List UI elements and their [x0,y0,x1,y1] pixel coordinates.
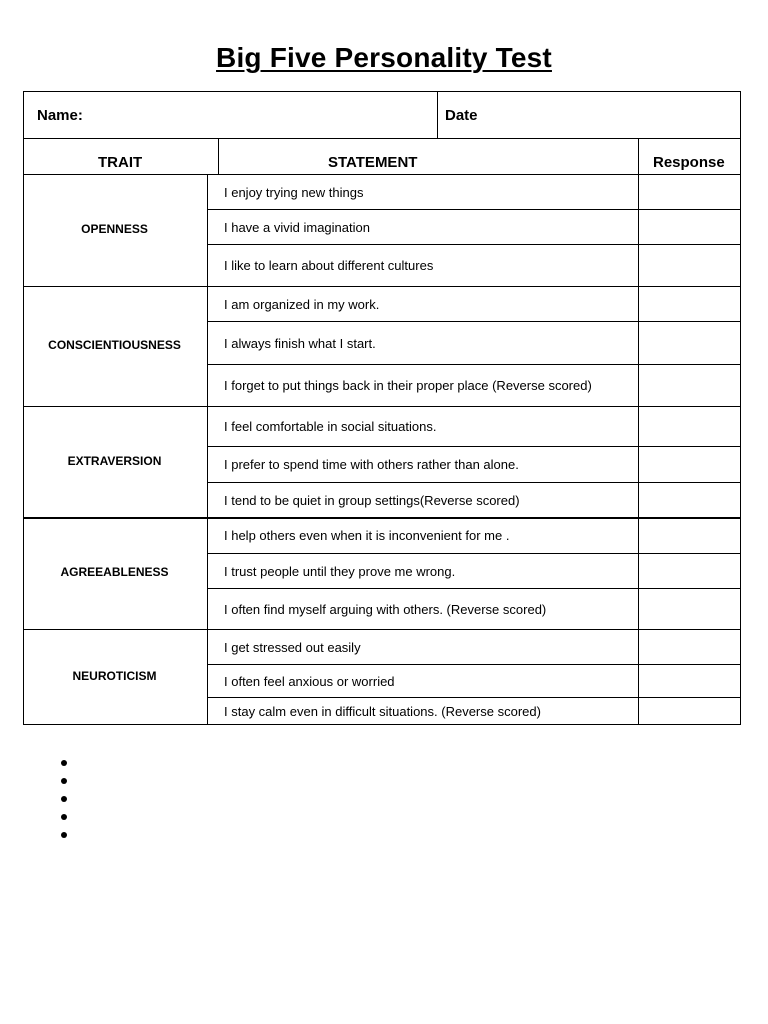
row-divider [207,553,741,554]
statement-text: I stay calm even in difficult situations. (Reverse scored) [224,704,541,719]
statement-text: I forget to put things back in their proper place (Reverse scored) [224,378,592,393]
page-title: Big Five Personality Test [216,42,552,73]
statement-text: I often find myself arguing with others. (Reverse scored) [224,601,547,617]
response-cell[interactable] [640,519,739,551]
date-label: Date [445,107,478,124]
response-cell[interactable] [640,590,739,627]
response-cell[interactable] [640,666,739,695]
response-cell[interactable] [640,699,739,723]
name-label: Name: [37,107,83,124]
row-divider [207,664,741,665]
column-header-response: Response [653,154,725,171]
row-divider [207,446,741,447]
response-cell[interactable] [640,555,739,586]
trait-label: NEUROTICISM [72,669,157,683]
row-divider [207,697,741,698]
date-field[interactable] [486,96,736,134]
response-cell[interactable] [640,176,739,207]
trait-label: OPENNESS [81,222,148,236]
trait-label: CONSCIENTIOUSNESS [48,338,181,352]
name-date-divider [437,91,438,138]
row-divider [207,364,741,365]
response-cell[interactable] [640,408,739,444]
statement-text: I often feel anxious or worried [224,673,395,689]
response-cell[interactable] [640,288,739,319]
statement-text: I have a vivid imagination [224,219,370,235]
trait-divider [23,629,741,630]
statement-text: I always finish what I start. [224,335,376,351]
response-cell[interactable] [640,484,739,515]
response-cell[interactable] [640,246,739,284]
row-divider [207,588,741,589]
response-cell[interactable] [640,211,739,242]
column-header-trait: TRAIT [98,154,143,171]
name-field[interactable] [92,96,432,134]
trait-col-divider [207,174,208,725]
statement-text: I help others even when it is inconvenient for me . [224,528,510,543]
trait-divider [23,517,741,519]
bullet-dot-icon [61,760,67,766]
response-cell[interactable] [640,366,739,404]
bullet-dot-icon [61,778,67,784]
bullet-dot-icon [61,796,67,802]
bullet-dot-icon [61,814,67,820]
row-divider [207,321,741,322]
statement-text: I tend to be quiet in group settings(Reverse scored) [224,492,520,508]
statement-text: I like to learn about different cultures [224,258,434,273]
response-cell[interactable] [640,448,739,480]
row-divider [207,209,741,210]
statement-text: I get stressed out easily [224,639,361,655]
statement-text: I prefer to spend time with others rather than alone. [224,457,519,472]
statement-text: I enjoy trying new things [224,184,364,200]
trait-divider [23,286,741,287]
row-divider [207,244,741,245]
trait-label: AGREEABLENESS [60,565,169,579]
trait-divider [23,406,741,407]
header-divider [23,138,741,139]
column-header-statement: STATEMENT [328,154,418,171]
trait-label: EXTRAVERSION [67,453,162,468]
column-header-divider [23,174,741,175]
bullet-dot-icon [61,832,67,838]
statement-text: I trust people until they prove me wrong. [224,563,456,579]
response-col-divider [638,138,639,725]
statement-text: I feel comfortable in social situations. [224,419,437,434]
response-cell[interactable] [640,323,739,362]
response-cell[interactable] [640,631,739,662]
row-divider [207,482,741,483]
header-col-divider [218,138,219,174]
statement-text: I am organized in my work. [224,296,380,312]
